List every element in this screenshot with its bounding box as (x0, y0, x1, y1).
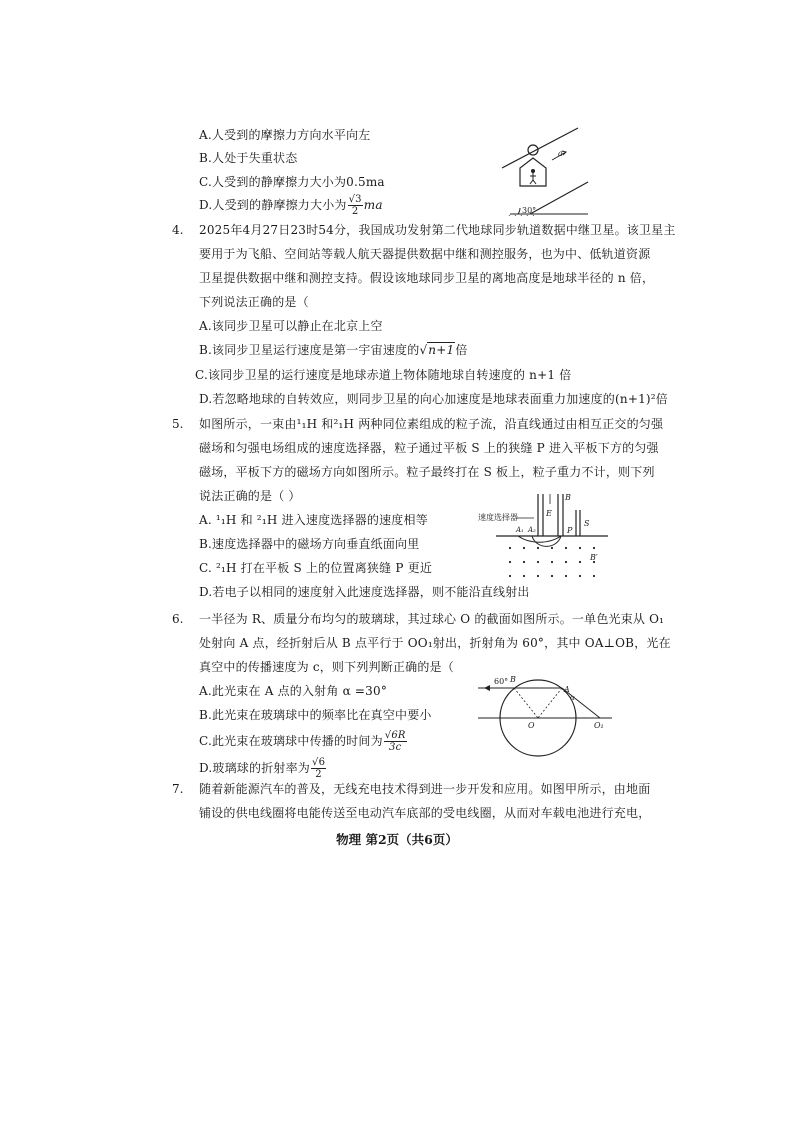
q6-radius-OB (514, 688, 538, 718)
q6-stem-line-3: 真空中的传播速度为 c，则下列判断正确的是（ (199, 660, 454, 674)
q6-radius-OA (538, 688, 562, 718)
q6-option-b: B.此光束在玻璃球中的频率比在真空中要小 (199, 708, 432, 722)
q3-option-d-unit: ma (363, 198, 383, 212)
q6-option-d (199, 757, 327, 780)
q6-option-d-denominator: 2 (315, 769, 322, 780)
q4-stem-line-1: 2025年4月27日23时54分，我国成功发射第二代地球同步轨道数据中继卫星。该卫星主 (199, 223, 676, 237)
q5-label-A2: A₂ (528, 526, 536, 534)
q6-option-d-fraction (311, 757, 326, 780)
q6-option-a: A.此光束在 A 点的入射角 α =30° (199, 684, 388, 698)
q6-label-alpha: α (570, 694, 575, 702)
q5-label-B: B (565, 493, 571, 502)
q3-upper-rail (502, 128, 578, 168)
q3-option-d-text: D.人受到的静摩擦力大小为 (199, 198, 347, 212)
q6-label-60: 60° (494, 677, 509, 686)
q5-stem-line-1: 如图所示，一束由¹₁H 和²₁H 两种同位素组成的粒子流，沿直线通过由相互正交的匀强 (199, 417, 664, 431)
q6-stem-line-1: 一半径为 R、质量分布均匀的玻璃球，其过球心 O 的截面如图所示。一单色光束从 O₁ (199, 612, 665, 626)
q6-option-c-text: C.此光束在玻璃球中传播的时间为 (199, 734, 383, 748)
q4-number: 4. (172, 223, 184, 237)
q5-velocity-selector-figure (476, 490, 616, 590)
q4-option-b-radicand: n+1 (428, 343, 455, 357)
q6-option-d-numerator: √6 (312, 757, 326, 768)
q6-label-A: A (564, 685, 570, 694)
q4-stem-line-2: 要用于为飞船、空间站等载人航天器提供数据中继和测控服务，也为中、低轨道资源 (199, 247, 651, 261)
q3-escalator-figure (500, 124, 590, 216)
q3-option-b: B.人处于失重状态 (199, 151, 298, 165)
q5-option-a: A. ¹₁H 和 ²₁H 进入速度选择器的速度相等 (199, 513, 428, 527)
q3-lower-rail (530, 182, 588, 214)
q6-stem-line-2: 处射向 A 点，经折射后从 B 点平行于 OO₁射出，折射角为 60°，其中 OA⊥OB，光在 (199, 636, 671, 650)
q3-option-a: A.人受到的摩擦力方向水平向左 (199, 128, 371, 142)
q5-option-c: C. ²₁H 打在平板 S 上的位置离狭缝 P 更近 (199, 561, 433, 575)
q5-label-A1: A₁ (516, 526, 524, 534)
q6-option-c-denominator: 3c (389, 742, 402, 753)
q4-option-b: B.该同步卫星运行速度是第一宇宙速度的√n+1倍 (199, 343, 468, 357)
q4-option-b-text: B.该同步卫星运行速度是第一宇宙速度的 (199, 343, 420, 357)
q6-option-c-fraction (384, 730, 407, 753)
q6-label-O1: O₁ (594, 721, 604, 730)
q4-option-d: D.若忽略地球的自转效应，则同步卫星的向心加速度是地球表面重力加速度的(n+1)²倍 (199, 392, 669, 406)
q5-label-E: E (546, 509, 552, 518)
q3-option-d-denominator: 2 (351, 206, 359, 217)
q5-trajectory-large (518, 536, 561, 542)
q3-option-d-numerator: √3 (348, 194, 362, 205)
q3-label-angle: 30° (522, 206, 537, 215)
q3-person-head (531, 169, 535, 173)
q6-label-B: B (510, 675, 516, 684)
q6-label-O: O (528, 721, 535, 730)
q6-option-c-numerator: √6R (384, 730, 406, 741)
q7-stem-line-2: 铺设的供电线圈将电能传送至电动汽车底部的受电线圈，从而对车载电池进行充电， (199, 806, 651, 820)
q3-option-d-fraction (348, 194, 363, 217)
q5-label-Bprime: B′ (590, 553, 598, 562)
q5-label-P: P (567, 526, 573, 535)
q6-glass-sphere-figure (476, 670, 616, 762)
q5-label-S: S (584, 519, 590, 528)
q6-option-c (199, 730, 408, 753)
q3-person-body (530, 173, 536, 184)
q3-ground-hatch (507, 215, 534, 216)
q6-option-d-text: D.玻璃球的折射率为 (199, 761, 311, 775)
q5-stem-line-3: 磁场，平板下方的磁场方向如图所示。粒子最终打在 S 板上，粒子重力不计，则下列 (199, 465, 655, 479)
q7-stem-line-1: 随着新能源汽车的普及，无线充电技术得到进一步开发和应用。如图甲所示，由地面 (199, 782, 651, 796)
q5-stem-line-2: 磁场和匀强电场组成的速度选择器，粒子通过平板 S 上的狭缝 P 进入平板下方的匀强 (199, 441, 659, 455)
q4-stem-line-4: 下列说法正确的是（ (199, 295, 309, 309)
q6-exit-arrow (484, 685, 490, 691)
q5-label-selector: 速度选择器 (478, 513, 518, 522)
q7-number: 7. (172, 782, 184, 796)
q4-option-a: A.该同步卫星可以静止在北京上空 (199, 319, 383, 333)
q5-option-d: D.若电子以相同的速度射入此速度选择器，则不能沿直线射出 (199, 585, 530, 599)
q3-angle-arc (518, 208, 520, 214)
q3-option-c: C.人受到的静摩擦力大小为0.5ma (199, 175, 385, 189)
q4-stem-line-3: 卫星提供数据中继和测控支持。假设该地球同步卫星的离地高度是地球半径的 n 倍， (199, 271, 655, 285)
q5-stem-line-4: 说法正确的是（ ） (199, 489, 301, 503)
q5-option-b: B.速度选择器中的磁场方向垂直纸面向里 (199, 537, 420, 551)
q5-number: 5. (172, 417, 184, 431)
page-footer: 物理 第2页（共6页） (336, 832, 458, 847)
q5-field-dots (509, 547, 595, 577)
q6-number: 6. (172, 612, 184, 626)
q3-option-d (199, 194, 383, 217)
q4-option-b-suffix: 倍 (455, 343, 468, 357)
q3-label-a: a (558, 149, 563, 158)
q4-option-c: C.该同步卫星的运行速度是地球赤道上物体随地球自转速度的 n+1 倍 (195, 368, 572, 382)
